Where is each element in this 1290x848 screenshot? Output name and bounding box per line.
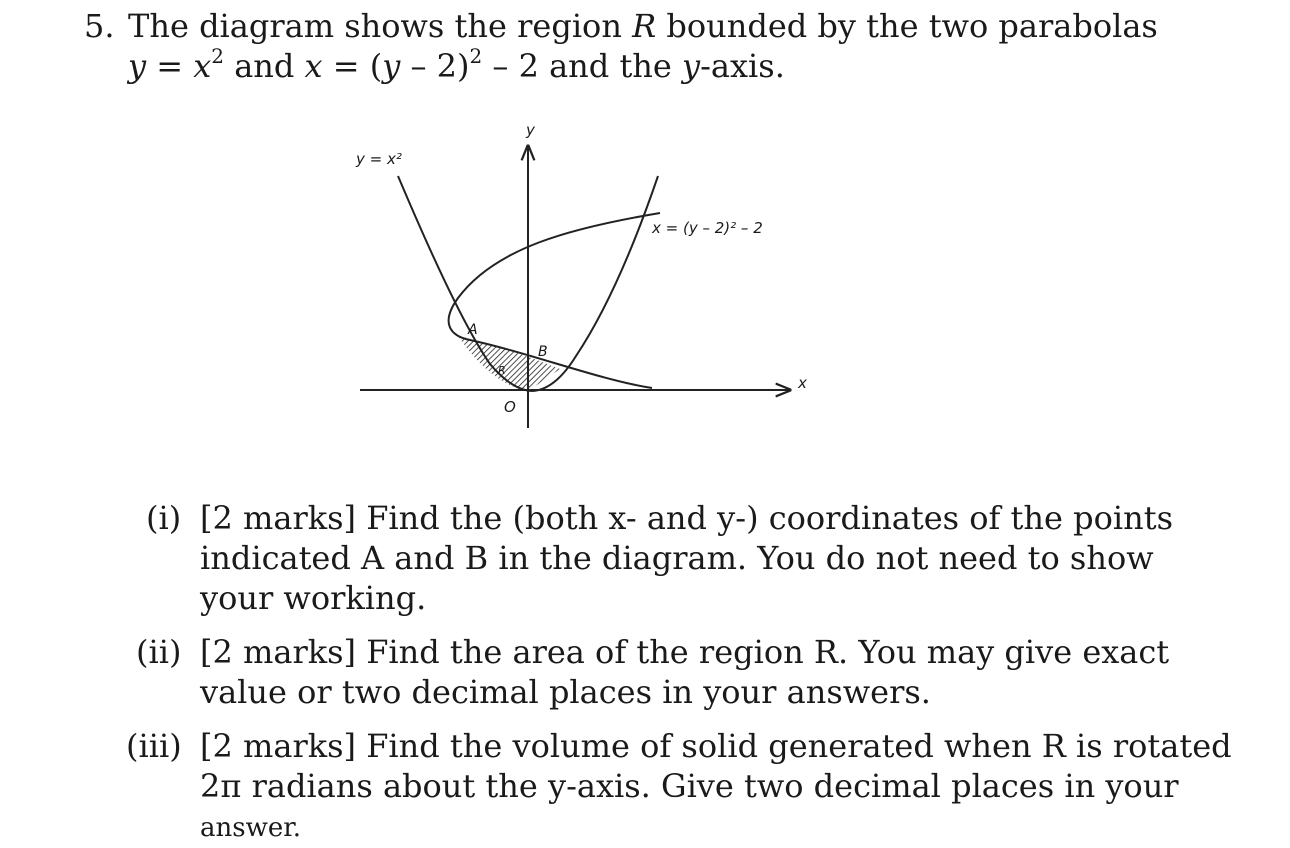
question-line-2: [128, 46, 785, 86]
label-y-equals-x-squared: y = x²: [356, 150, 402, 168]
var-y-2: y: [382, 47, 401, 85]
question-number: 5.: [84, 7, 115, 45]
exp-2: 2: [469, 44, 483, 68]
label-region-r: R: [498, 364, 506, 377]
eq-2-rest-2: – 2 and the: [482, 47, 683, 85]
eq-1: =: [146, 47, 194, 85]
part-i-line-2: indicated A and B in the diagram. You do not need to show: [200, 539, 1154, 577]
part-i-line-3: your working.: [200, 579, 427, 617]
part-i-line-1: [2 marks] Find the (both x- and y-) coordinates of the points: [200, 499, 1173, 537]
part-iii-label: (iii): [126, 727, 182, 765]
label-point-a: A: [468, 322, 478, 338]
label-axis-x: x: [798, 374, 807, 392]
part-ii-line-1: [2 marks] Find the area of the region R. You may give exact: [200, 633, 1170, 671]
eq-2: = (: [322, 47, 383, 85]
question-line-1-post: bounded by the two parabolas: [666, 7, 1158, 45]
parabola-diagram: [300, 118, 860, 438]
exp-1: 2: [211, 44, 225, 68]
var-x: x: [193, 47, 212, 85]
eq-2-rest: – 2): [400, 47, 470, 85]
label-point-b: B: [538, 344, 548, 360]
label-x-equals-expression: x = (y – 2)² – 2: [652, 219, 763, 237]
part-iii-line-2: 2π radians about the y-axis. Give two decimal places in your: [200, 767, 1179, 805]
part-iii-line-1: [2 marks] Find the volume of solid generated when R is rotated: [200, 727, 1232, 765]
var-x-2: x: [304, 47, 323, 85]
part-iii-line-3: answer.: [200, 813, 302, 843]
question-line-1-pre: The diagram shows the region: [128, 7, 622, 45]
label-axis-y: y: [526, 121, 535, 139]
var-y: y: [128, 47, 147, 85]
part-i-label: (i): [146, 499, 182, 537]
axis-word: -axis.: [700, 47, 785, 85]
part-ii-label: (ii): [136, 633, 182, 671]
question-line-1: [128, 6, 1158, 46]
label-origin: O: [504, 398, 516, 416]
and-1: and: [224, 47, 305, 85]
var-y-3: y: [682, 47, 701, 85]
part-ii-line-2: value or two decimal places in your answers.: [200, 673, 931, 711]
region-symbol: R: [632, 7, 657, 45]
